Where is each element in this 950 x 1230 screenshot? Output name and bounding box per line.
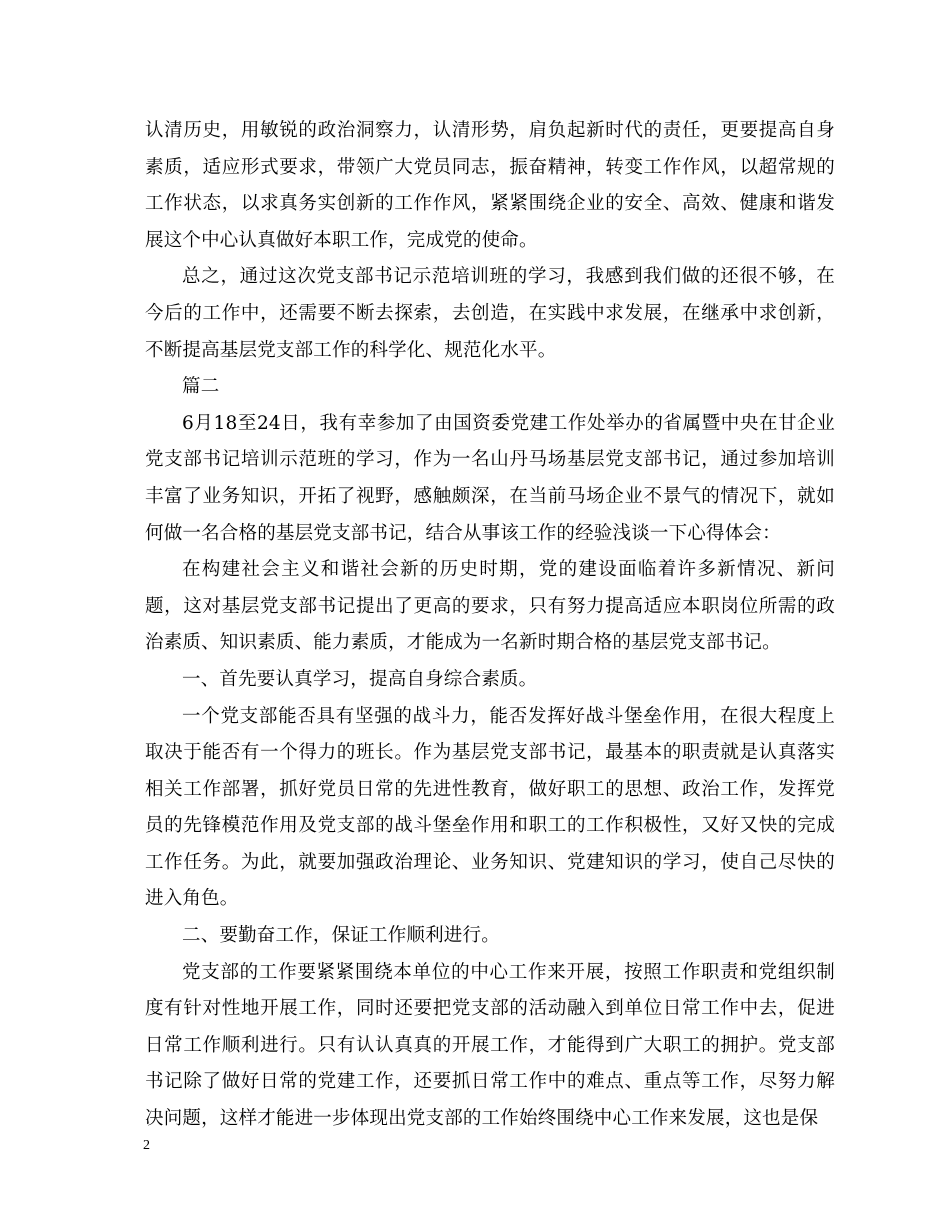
- body-text: [145, 113, 835, 1138]
- paragraph: 认清历史，用敏锐的政治洞察力，认清形势，肩负起新时代的责任，更要提高自身素质，适应形式要求，带领广大党员同志，振奋精神，转变工作作风，以超常规的工作状态，以求真务实创新的工作作风，紧紧围绕企业的安全、高效、健康和谐发展这个中心认真做好本职工作，完成党的使命。: [145, 120, 835, 251]
- page-number: 2: [143, 1138, 150, 1153]
- section-heading: 一、首先要认真学习，提高自身综合素质。: [182, 668, 538, 690]
- paragraph: 一个党支部能否具有坚强的战斗力，能否发挥好战斗堡垒作用，在很大程度上取决于能否有一个得力的班长。作为基层党支部书记，最基本的职责就是认真落实相关工作部署，抓好党员日常的先进性教育，做好职工的思想、政治工作，发挥党员的先锋模范作用及党支部的战斗堡垒作用和职工的工作积极性，又好又快的完成工作任务。为此，就要加强政治理论、业务知识、党建知识的学习，使自己尽快的进入角色。: [145, 705, 835, 910]
- paragraph: 6月18至24日，我有幸参加了由国资委党建工作处举办的省属暨中央在甘企业党支部书记培训示范班的学习，作为一名山丹马场基层党支部书记，通过参加培训丰富了业务知识，开拓了视野，感触颇深，在当前马场企业不景气的情况下，就如何做一名合格的基层党支部书记，结合从事该工作的经验浅谈一下心得体会：: [145, 412, 835, 544]
- paragraph: 党支部的工作要紧紧围绕本单位的中心工作来开展，按照工作职责和党组织制度有针对性地开展工作，同时还要把党支部的活动融入到单位日常工作中去，促进日常工作顺利进行。只有认认真真的开展工作，才能得到广大职工的拥护。党支部书记除了做好日常的党建工作，还要抓日常工作中的难点、重点等工作，尽努力解决问题，这样才能进一步体现出党支部的工作始终围绕中心工作来发展，这也是保: [145, 961, 835, 1130]
- paragraph: 总之，通过这次党支部书记示范培训班的学习，我感到我们做的还很不够，在今后的工作中，还需要不断去探索，去创造，在实践中求发展，在继承中求创新，不断提高基层党支部工作的科学化、规范化水平。: [145, 266, 835, 361]
- section-heading: 二、要勤奋工作，保证工作顺利进行。: [182, 925, 500, 947]
- paragraph: 在构建社会主义和谐社会新的历史时期，党的建设面临着许多新情况、新问题，这对基层党支部书记提出了更高的要求，只有努力提高适应本职岗位所需的政治素质、知识素质、能力素质，才能成为一名新时期合格的基层党支部书记。: [145, 559, 835, 654]
- section-heading: 篇二: [182, 376, 220, 398]
